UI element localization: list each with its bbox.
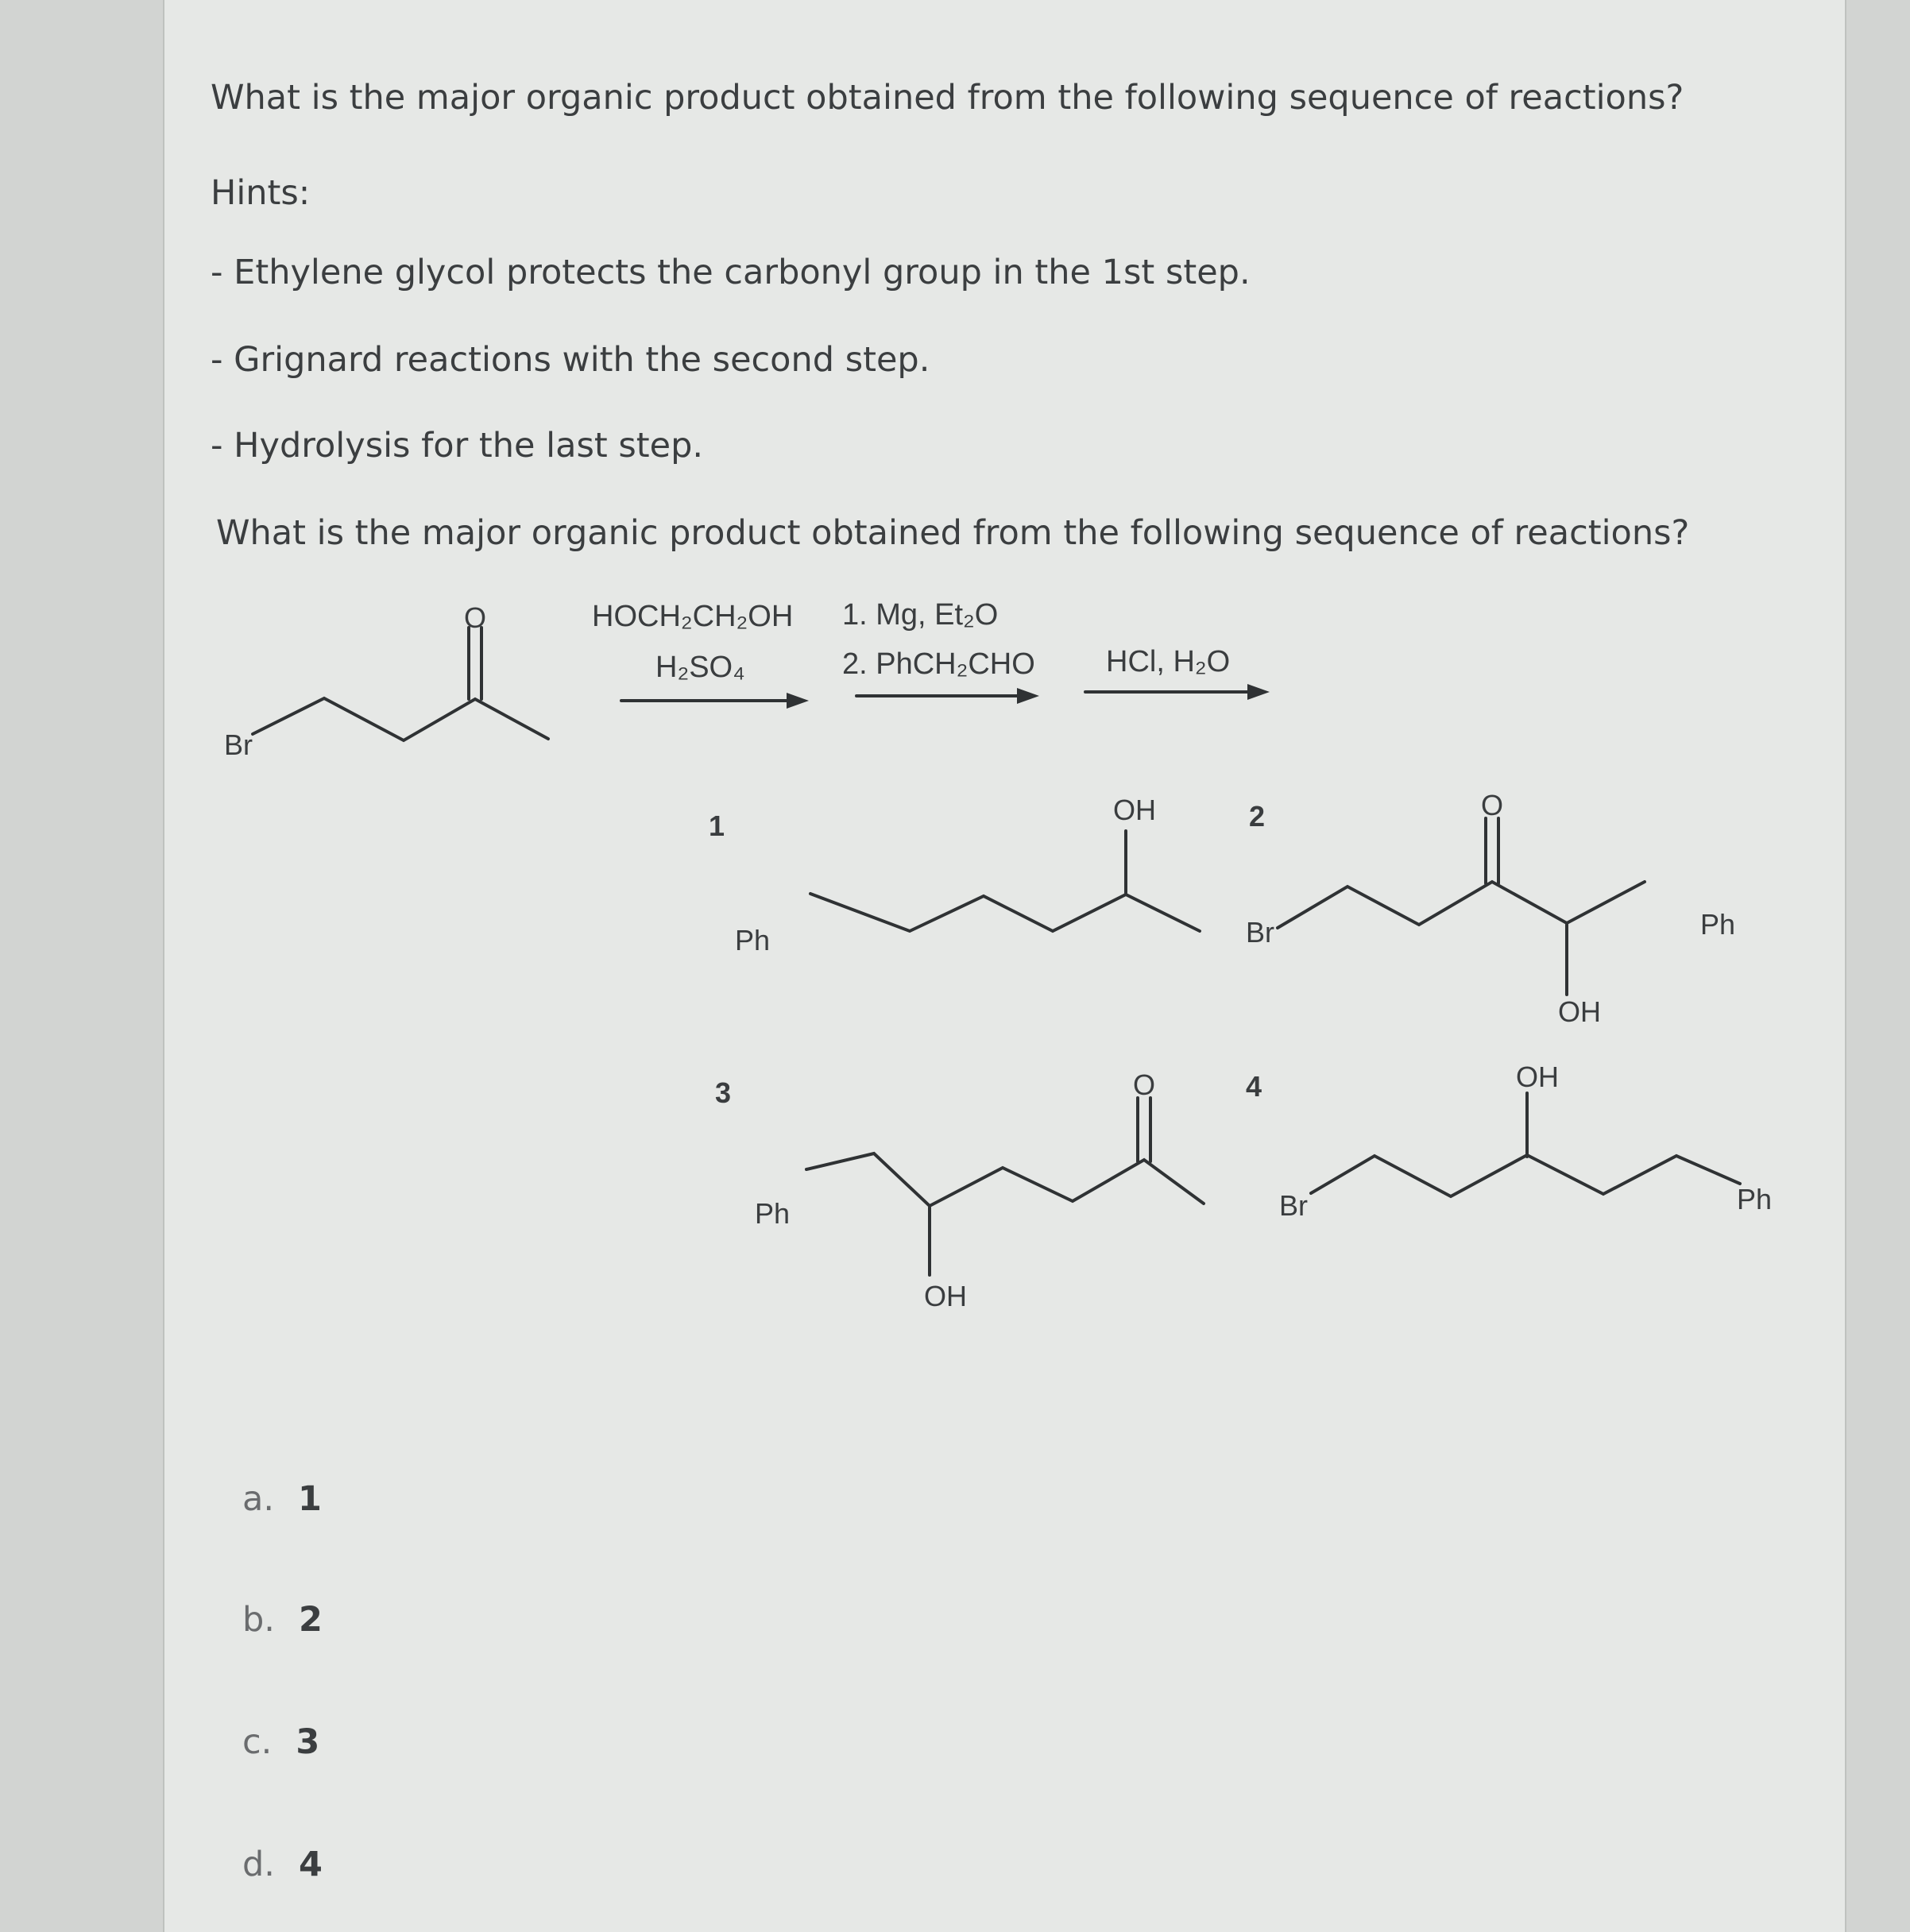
hint-2: - Grignard reactions with the second step. xyxy=(211,340,930,380)
option-value: 1 xyxy=(298,1479,322,1519)
answer-option-a[interactable] xyxy=(242,1479,322,1519)
structure-2-br-label: Br xyxy=(1246,916,1274,949)
structure-1-number: 1 xyxy=(709,810,725,842)
structure-2-oh-label: OH xyxy=(1558,995,1601,1028)
step2-reagent-top: 1. Mg, Et₂O xyxy=(842,598,999,632)
structure-1-ph-label: Ph xyxy=(735,924,771,956)
structure-3-o-label: O xyxy=(1132,1068,1156,1101)
s2-chain-bond xyxy=(1278,882,1645,928)
arrow-head-3 xyxy=(1247,684,1270,700)
structure-2-number: 2 xyxy=(1249,800,1266,833)
step1-reagent-bottom: H₂SO₄ xyxy=(655,651,745,684)
answer-option-d[interactable] xyxy=(242,1845,323,1884)
s1-chain-bond xyxy=(810,894,1200,931)
answer-option-b[interactable] xyxy=(242,1600,323,1640)
option-marker: d. xyxy=(242,1845,275,1884)
answer-option-c[interactable] xyxy=(242,1722,319,1762)
step1-reagent-top: HOCH₂CH₂OH xyxy=(592,600,794,633)
hint-3: - Hydrolysis for the last step. xyxy=(211,426,704,466)
structure-4-number: 4 xyxy=(1246,1070,1262,1103)
step3-reagent: HCl, H₂O xyxy=(1106,645,1231,678)
option-value: 4 xyxy=(298,1845,323,1884)
option-value: 3 xyxy=(296,1722,320,1762)
hints-heading: Hints: xyxy=(211,173,311,213)
question-prompt: What is the major organic product obtained from the following sequence of reactions? xyxy=(211,78,1684,118)
s3-chain-bond xyxy=(806,1153,1204,1206)
question-prompt-repeat: What is the major organic product obtained from the following sequence of reactions? xyxy=(216,513,1690,553)
structure-3-number: 3 xyxy=(715,1076,732,1109)
structure-2-o-label: O xyxy=(1480,789,1504,821)
arrow-head-1 xyxy=(787,693,809,709)
option-marker: b. xyxy=(242,1600,275,1640)
start-chain-bond xyxy=(253,698,548,740)
structure-4-ph-label: Ph xyxy=(1737,1183,1773,1215)
s4-chain-bond xyxy=(1311,1155,1740,1196)
structure-3-oh-label: OH xyxy=(924,1280,967,1312)
option-marker: c. xyxy=(242,1722,273,1762)
hint-1: - Ethylene glycol protects the carbonyl group in the 1st step. xyxy=(211,253,1251,292)
option-marker: a. xyxy=(242,1479,275,1519)
arrow-head-2 xyxy=(1017,688,1039,704)
structure-4-br-label: Br xyxy=(1279,1189,1308,1222)
structure-3-ph-label: Ph xyxy=(755,1197,791,1230)
structure-1-oh-label: OH xyxy=(1113,794,1156,826)
structure-2-ph-label: Ph xyxy=(1700,908,1736,941)
start-o-label: O xyxy=(463,601,487,634)
start-br-label: Br xyxy=(224,728,253,761)
option-value: 2 xyxy=(298,1600,323,1640)
structure-4-oh-label: OH xyxy=(1516,1061,1559,1093)
step2-reagent-bottom: 2. PhCH₂CHO xyxy=(842,647,1035,681)
